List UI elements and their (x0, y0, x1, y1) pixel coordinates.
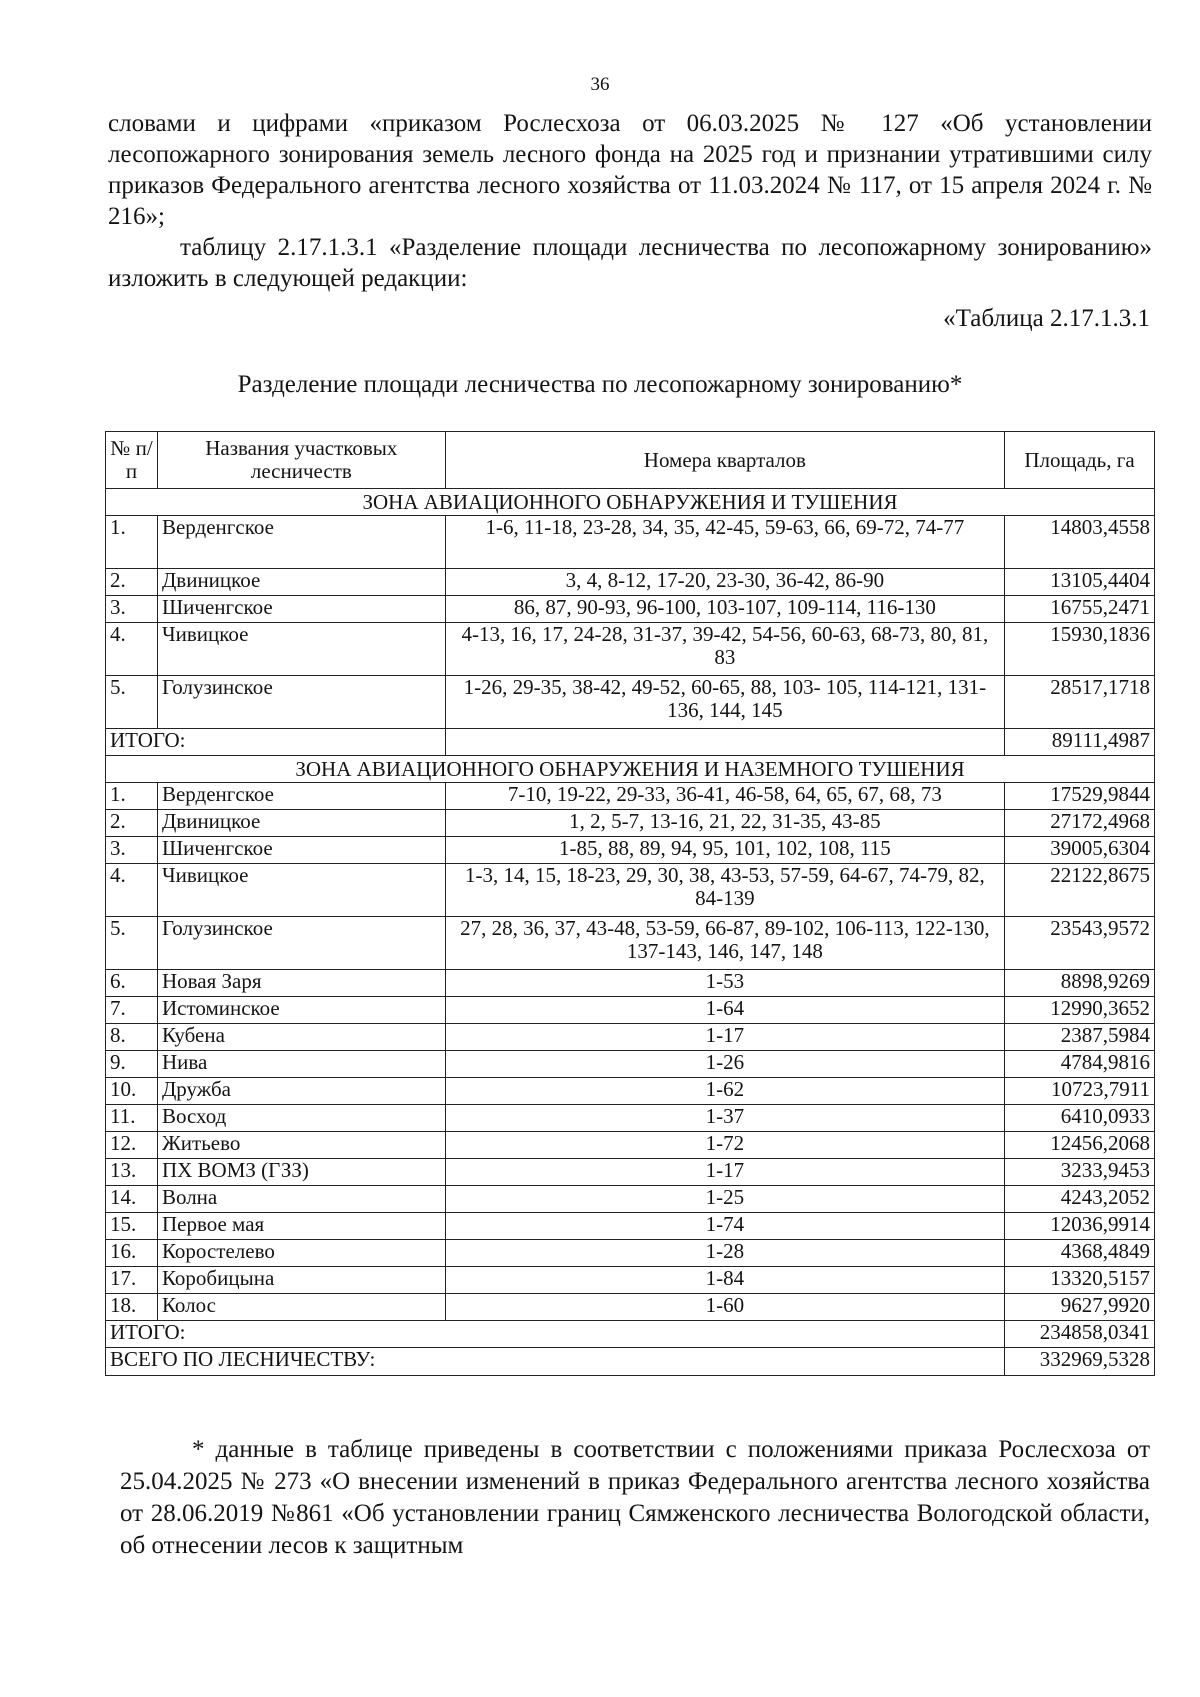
forestry-name: Волна (157, 1186, 445, 1213)
table-row (106, 1051, 1155, 1078)
row-number: 7. (106, 997, 158, 1024)
area-value: 23543,9572 (1005, 917, 1155, 970)
row-number: 18. (106, 1294, 158, 1321)
quarter-numbers: 86, 87, 90-93, 96-100, 103-107, 109-114, 116-130 (445, 596, 1004, 623)
zone1-title: ЗОНА АВИАЦИОННОГО ОБНАРУЖЕНИЯ И ТУШЕНИЯ (106, 489, 1155, 516)
quarter-numbers: 1-17 (445, 1159, 1004, 1186)
quarter-numbers: 1-64 (445, 997, 1004, 1024)
area-value: 4368,4849 (1005, 1240, 1155, 1267)
area-value: 8898,9269 (1005, 970, 1155, 997)
forestry-name: Истоминское (157, 997, 445, 1024)
area-value: 10723,7911 (1005, 1078, 1155, 1105)
row-number: 1. (106, 516, 158, 569)
quarter-numbers: 1-37 (445, 1105, 1004, 1132)
row-number: 5. (106, 676, 158, 729)
zoning-table (105, 431, 1155, 1376)
intro-paragraph-2: таблицу 2.17.1.3.1 «Разделение площади лесничества по лесопожарному зонированию» изложить в следующей редакции: (108, 234, 1152, 292)
table-row (106, 970, 1155, 997)
forestry-name: Кубена (157, 1024, 445, 1051)
grand-total-row (106, 1348, 1155, 1376)
forestry-name: ПХ ВОМЗ (ГЗЗ) (157, 1159, 445, 1186)
quarter-numbers: 1-60 (445, 1294, 1004, 1321)
area-value: 6410,0933 (1005, 1105, 1155, 1132)
row-number: 11. (106, 1105, 158, 1132)
forestry-name: Шиченгское (157, 596, 445, 623)
zone2-section (106, 756, 1155, 1321)
table-row (106, 1186, 1155, 1213)
forestry-name: Новая Заря (157, 970, 445, 997)
table-row (106, 810, 1155, 837)
header-quarters: Номера кварталов (445, 432, 1004, 489)
row-number: 9. (106, 1051, 158, 1078)
table-row (106, 917, 1155, 970)
table-row (106, 1159, 1155, 1186)
table-row (106, 623, 1155, 676)
header-no: № п/п (106, 432, 158, 489)
header-area: Площадь, га (1005, 432, 1155, 489)
forestry-name: Колос (157, 1294, 445, 1321)
zone2-title: ЗОНА АВИАЦИОННОГО ОБНАРУЖЕНИЯ И НАЗЕМНОГО ТУШЕНИЯ (106, 756, 1155, 783)
table-row (106, 569, 1155, 596)
table-row (106, 1213, 1155, 1240)
quarter-numbers: 7-10, 19-22, 29-33, 36-41, 46-58, 64, 65, 67, 68, 73 (445, 783, 1004, 810)
area-value: 13320,5157 (1005, 1267, 1155, 1294)
area-value: 17529,9844 (1005, 783, 1155, 810)
forestry-name: Верденгское (157, 516, 445, 569)
forestry-name: Житьево (157, 1132, 445, 1159)
quarter-numbers: 1-25 (445, 1186, 1004, 1213)
quarter-numbers: 1-84 (445, 1267, 1004, 1294)
header-name: Названия участковых лесничеств (157, 432, 445, 489)
row-number: 8. (106, 1024, 158, 1051)
forestry-name: Нива (157, 1051, 445, 1078)
forestry-name: Верденгское (157, 783, 445, 810)
forestry-name: Коробицына (157, 1267, 445, 1294)
table-reference: «Таблица 2.17.1.3.1 (943, 305, 1150, 332)
row-number: 15. (106, 1213, 158, 1240)
row-number: 4. (106, 623, 158, 676)
intro-text (108, 108, 1152, 294)
area-value: 15930,1836 (1005, 623, 1155, 676)
zone2-total-label: ИТОГО: (106, 1321, 1005, 1348)
footnote: * данные в таблице приведены в соответствии с положениями приказа Рослесхоза от 25.04.2025 № 273 «О внесении изменений в приказ Федерального агентства лесного хозяйства от 28.06.2019 №861 «Об установлении границ Сямженского лесничества Вологодской области, об отнесении лесов к защитным (120, 1436, 1150, 1559)
forestry-name: Чивицкое (157, 623, 445, 676)
zone2-total-row (106, 1321, 1155, 1348)
quarter-numbers: 1-28 (445, 1240, 1004, 1267)
quarter-numbers: 1-26 (445, 1051, 1004, 1078)
totals-section (106, 1321, 1155, 1376)
table-row (106, 516, 1155, 569)
row-number: 4. (106, 864, 158, 917)
quarter-numbers: 1-3, 14, 15, 18-23, 29, 30, 38, 43-53, 57-59, 64-67, 74-79, 82, 84-139 (445, 864, 1004, 917)
area-value: 4243,2052 (1005, 1186, 1155, 1213)
forestry-name: Шиченгское (157, 837, 445, 864)
quarter-numbers: 1, 2, 5-7, 13-16, 21, 22, 31-35, 43-85 (445, 810, 1004, 837)
quarter-numbers: 1-26, 29-35, 38-42, 49-52, 60-65, 88, 103- 105, 114-121, 131-136, 144, 145 (445, 676, 1004, 729)
grand-total-area: 332969,5328 (1005, 1348, 1155, 1376)
quarter-numbers: 1-62 (445, 1078, 1004, 1105)
row-number: 3. (106, 837, 158, 864)
row-number: 13. (106, 1159, 158, 1186)
area-value: 14803,4558 (1005, 516, 1155, 569)
area-value: 16755,2471 (1005, 596, 1155, 623)
area-value: 12456,2068 (1005, 1132, 1155, 1159)
area-value: 12990,3652 (1005, 997, 1155, 1024)
area-value: 12036,9914 (1005, 1213, 1155, 1240)
quarter-numbers: 1-74 (445, 1213, 1004, 1240)
forestry-name: Голузинское (157, 917, 445, 970)
area-value: 27172,4968 (1005, 810, 1155, 837)
table-row (106, 1132, 1155, 1159)
table-row (106, 1267, 1155, 1294)
forestry-name: Восход (157, 1105, 445, 1132)
forestry-name: Голузинское (157, 676, 445, 729)
quarter-numbers: 1-53 (445, 970, 1004, 997)
table-row (106, 1078, 1155, 1105)
forestry-name: Первое мая (157, 1213, 445, 1240)
table-row (106, 1024, 1155, 1051)
quarter-numbers: 1-6, 11-18, 23-28, 34, 35, 42-45, 59-63, 66, 69-72, 74-77 (445, 516, 1004, 569)
zone-heading-row (106, 489, 1155, 516)
row-number: 5. (106, 917, 158, 970)
forestry-name: Двиницкое (157, 569, 445, 596)
zone2-total-area: 234858,0341 (1005, 1321, 1155, 1348)
row-number: 14. (106, 1186, 158, 1213)
area-value: 4784,9816 (1005, 1051, 1155, 1078)
zone1-section (106, 489, 1155, 729)
row-number: 10. (106, 1078, 158, 1105)
forestry-name: Дружба (157, 1078, 445, 1105)
table-row (106, 1105, 1155, 1132)
row-number: 2. (106, 569, 158, 596)
zone1-total-label: ИТОГО: (106, 729, 446, 756)
table-row (106, 596, 1155, 623)
table-row (106, 997, 1155, 1024)
area-value: 3233,9453 (1005, 1159, 1155, 1186)
zone-heading-row (106, 756, 1155, 783)
row-number: 16. (106, 1240, 158, 1267)
table-row (106, 837, 1155, 864)
quarter-numbers: 1-17 (445, 1024, 1004, 1051)
zone1-total-row (106, 729, 1155, 756)
intro-paragraph-1: словами и цифрами «приказом Рослесхоза от 06.03.2025 № 127 «Об установлении лесопожарного зонирования земель лесного фонда на 2025 год и признании утратившими силу приказов Федерального агентства лесного хозяйства от 11.03.2024 № 117, от 15 апреля 2024 г. № 216»; (108, 110, 1152, 230)
forestry-name: Чивицкое (157, 864, 445, 917)
quarter-numbers: 1-72 (445, 1132, 1004, 1159)
forestry-name: Коростелево (157, 1240, 445, 1267)
table-row (106, 676, 1155, 729)
row-number: 6. (106, 970, 158, 997)
quarter-numbers: 4-13, 16, 17, 24-28, 31-37, 39-42, 54-56, 60-63, 68-73, 80, 81, 83 (445, 623, 1004, 676)
row-number: 17. (106, 1267, 158, 1294)
table-row (106, 1294, 1155, 1321)
zone1-total-empty (445, 729, 1004, 756)
area-value: 9627,9920 (1005, 1294, 1155, 1321)
table-title: Разделение площади лесничества по лесопожарному зонированию* (237, 371, 963, 398)
page-number: 36 (590, 74, 610, 95)
quarter-numbers: 27, 28, 36, 37, 43-48, 53-59, 66-87, 89-102, 106-113, 122-130, 137-143, 146, 147, 148 (445, 917, 1004, 970)
area-value: 22122,8675 (1005, 864, 1155, 917)
zone1-total-section (106, 729, 1155, 756)
quarter-numbers: 1-85, 88, 89, 94, 95, 101, 102, 108, 115 (445, 837, 1004, 864)
area-value: 2387,5984 (1005, 1024, 1155, 1051)
area-value: 39005,6304 (1005, 837, 1155, 864)
row-number: 2. (106, 810, 158, 837)
table-row (106, 783, 1155, 810)
table-header-row (106, 432, 1155, 489)
forestry-name: Двиницкое (157, 810, 445, 837)
row-number: 3. (106, 596, 158, 623)
table-row (106, 864, 1155, 917)
area-value: 28517,1718 (1005, 676, 1155, 729)
grand-total-label: ВСЕГО ПО ЛЕСНИЧЕСТВУ: (106, 1348, 1005, 1376)
zone1-total-area: 89111,4987 (1005, 729, 1155, 756)
row-number: 12. (106, 1132, 158, 1159)
table-row (106, 1240, 1155, 1267)
area-value: 13105,4404 (1005, 569, 1155, 596)
quarter-numbers: 3, 4, 8-12, 17-20, 23-30, 36-42, 86-90 (445, 569, 1004, 596)
row-number: 1. (106, 783, 158, 810)
